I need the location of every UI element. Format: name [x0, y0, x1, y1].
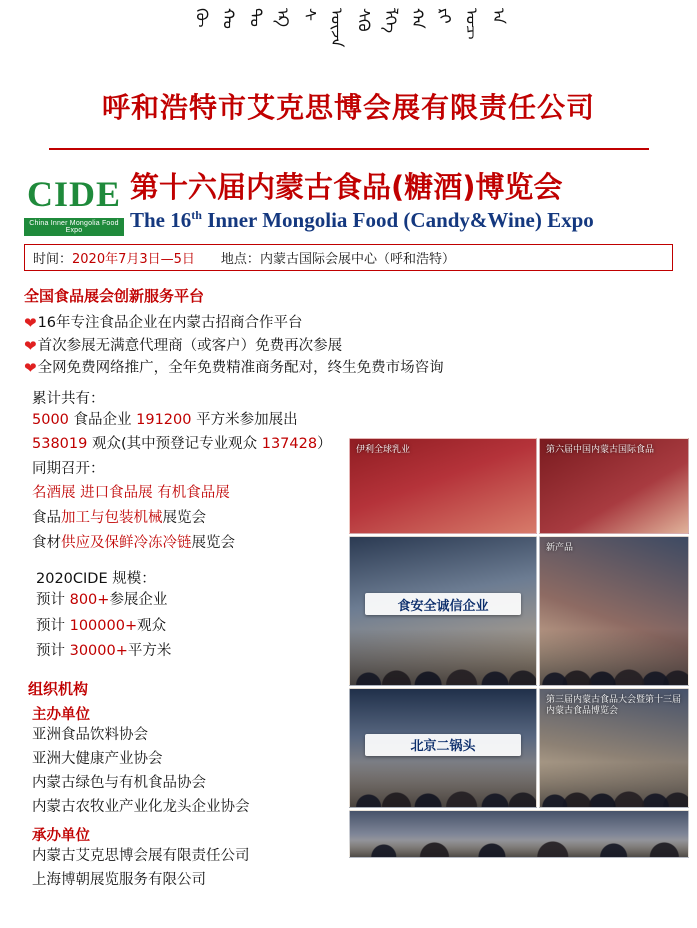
platform-bullet — [24, 357, 697, 380]
header-divider — [49, 148, 649, 150]
mongolian-char: ᠲᠣ — [245, 8, 264, 27]
platform-bullet — [24, 312, 697, 335]
photo-expo-banner-top-left — [349, 438, 537, 534]
photo-banner-text: 北京二锅头 — [365, 734, 521, 756]
photo-caption: 新产品 — [546, 543, 574, 553]
scale-item — [24, 588, 354, 613]
cumulative-line2-tail: ） — [317, 436, 332, 453]
expo-time-value: 2020年7月3日—5日 — [72, 252, 195, 267]
scale-item-label: 预计 — [36, 643, 70, 660]
crowd-silhouette — [350, 840, 688, 857]
host-label: 主办单位 — [32, 707, 90, 724]
cumulative-lead: 累计共有： — [32, 390, 105, 407]
mongolian-char: ᠬᠠ — [407, 8, 426, 29]
cumulative-line1-tail: 平方米参加展出 — [191, 411, 298, 428]
scale-item-value: 100000+ — [69, 617, 138, 634]
scale-item-tail: 平方米 — [127, 643, 172, 660]
concurrent-row-3 — [24, 531, 354, 556]
organizer-label: 承办单位 — [32, 828, 90, 845]
cide-logo — [24, 172, 124, 236]
concurrent-row-2 — [24, 506, 354, 531]
expo-title-cn: 第十六届内蒙古食品(糖酒)博览会 — [130, 170, 563, 204]
concurrent-row-1: 名酒展 进口食品展 有机食品展 — [32, 485, 230, 502]
mongolian-char: ᠯᠭᠡ — [380, 8, 399, 33]
photo-hall-wide — [349, 810, 689, 858]
mongolian-char: ᠰᠭᠦ — [353, 8, 372, 32]
cumulative-area-count: 191200 — [136, 411, 192, 428]
expo-title-text — [124, 172, 697, 233]
photo-caption: 伊利全球乳业 — [356, 445, 411, 455]
heart-icon: ❤ — [24, 359, 37, 377]
organizer-item: 内蒙古艾克思博会展有限责任公司 — [32, 848, 250, 865]
cumulative-line-1 — [24, 408, 354, 433]
scale-item — [24, 614, 354, 639]
cumulative-companies-count: 5000 — [32, 411, 69, 428]
expo-time-label: 时间： — [33, 252, 73, 267]
scale-item-value: 30000+ — [69, 643, 128, 660]
mongolian-char: ᠠ — [488, 8, 507, 24]
photo-caption: 第六届中国内蒙古国际食品 — [546, 445, 655, 455]
concurrent-row2-post: 展览会 — [162, 510, 206, 527]
mongolian-script-header — [0, 0, 697, 80]
expo-meta-line — [24, 244, 673, 271]
photo-exhibition-hall — [539, 688, 689, 808]
organizer-item: 上海博朝展览服务有限公司 — [32, 872, 206, 889]
expo-title-en-rest: Inner Mongolia Food (Candy&Wine) Expo — [201, 207, 594, 232]
cumulative-visitors-count: 538019 — [32, 436, 88, 453]
photo-erguotou-booth — [349, 688, 537, 808]
host-item: 内蒙古农牧业产业化龙头企业协会 — [32, 799, 250, 816]
mongolian-char: ᠤᠴ — [461, 8, 480, 40]
photo-banner-text: 食安全诚信企业 — [365, 593, 521, 615]
mongolian-char: ᠦᠵᠡ — [326, 8, 345, 48]
crowd-silhouette — [540, 762, 688, 807]
crowd-silhouette — [350, 762, 536, 807]
left-column — [24, 387, 354, 894]
mongolian-char: ᠡᠺ — [272, 8, 291, 27]
platform-bullet-text: 全网免费网络推广，全年免费精准商务配对，终生免费市场咨询 — [37, 360, 444, 376]
expo-title-en-prefix: The 16 — [130, 207, 192, 232]
photo-award-ceremony — [539, 536, 689, 686]
expo-place-value: 内蒙古国际会展中心（呼和浩特） — [259, 252, 455, 267]
scale-heading: 2020CIDE 规模： — [36, 571, 156, 588]
expo-title-block — [0, 172, 697, 236]
expo-place-label: 地点： — [220, 252, 260, 267]
cumulative-line-2 — [24, 432, 354, 457]
platform-bullet-text: 16年专注食品企业在内蒙古招商合作平台 — [37, 315, 303, 331]
host-item: 亚洲大健康产业协会 — [32, 751, 163, 768]
crowd-silhouette — [540, 629, 688, 685]
cumulative-line1-mid: 食品企业 — [68, 411, 137, 428]
expo-place — [221, 248, 455, 267]
expo-title-en-sup: th — [191, 207, 202, 222]
concurrent-row3-pre: 食材 — [32, 534, 61, 551]
platform-bullet — [24, 335, 697, 358]
scale-item-tail: 参展企业 — [109, 592, 168, 609]
heart-icon: ❤ — [24, 336, 37, 355]
photo-expo-stage — [539, 438, 689, 534]
cide-logo-subtitle: China Inner Mongolia Food Expo — [24, 218, 124, 236]
mongolian-char: ᠬᠥ — [191, 8, 210, 28]
scale-item — [24, 639, 354, 664]
company-title: 呼和浩特市艾克思博会展有限责任公司 — [101, 91, 595, 124]
crowd-silhouette — [350, 629, 536, 685]
concurrent-row2-red: 加工与包装机械 — [61, 510, 163, 527]
platform-heading: 全国食品展会创新服务平台 — [24, 287, 205, 305]
mongolian-char: ᠷᠢ — [434, 8, 453, 24]
cide-logo-word: CIDE — [26, 174, 122, 214]
mongolian-char: ᠬᠣ — [218, 8, 237, 29]
concurrent-row3-mid: 保鲜冷冻冷链 — [104, 534, 192, 551]
concurrent-row3-post: 展览会 — [191, 534, 235, 551]
host-item: 内蒙古绿色与有机食品协会 — [32, 775, 206, 792]
scale-item-label: 预计 — [36, 592, 70, 609]
scale-item-value: 800+ — [69, 592, 110, 609]
scale-item-label: 预计 — [36, 617, 70, 634]
cumulative-preregistered-count: 137428 — [261, 436, 318, 453]
cumulative-line2-mid: 观众(其中预登记专业观众 — [87, 436, 262, 453]
heart-icon: ❤ — [24, 314, 37, 332]
concurrent-row3-red1: 供应及 — [61, 534, 105, 551]
concurrent-lead: 同期召开： — [32, 460, 105, 477]
scale-item-tail: 观众 — [137, 617, 167, 634]
expo-title-en — [130, 208, 697, 233]
organization-heading: 组织机构 — [28, 680, 89, 699]
concurrent-row2-pre: 食品 — [32, 510, 61, 527]
expo-time — [33, 248, 195, 267]
mongolian-char: ᠰ — [299, 8, 318, 21]
platform-bullet-text: 首次参展无满意代理商（或客户）免费再次参展 — [37, 337, 343, 354]
photo-booth-crowd — [349, 536, 537, 686]
photo-collage — [349, 438, 689, 858]
photo-caption: 第三届内蒙古食品大会暨第十三届内蒙古食品博览会 — [546, 695, 682, 716]
host-item: 亚洲食品饮料协会 — [32, 727, 148, 744]
